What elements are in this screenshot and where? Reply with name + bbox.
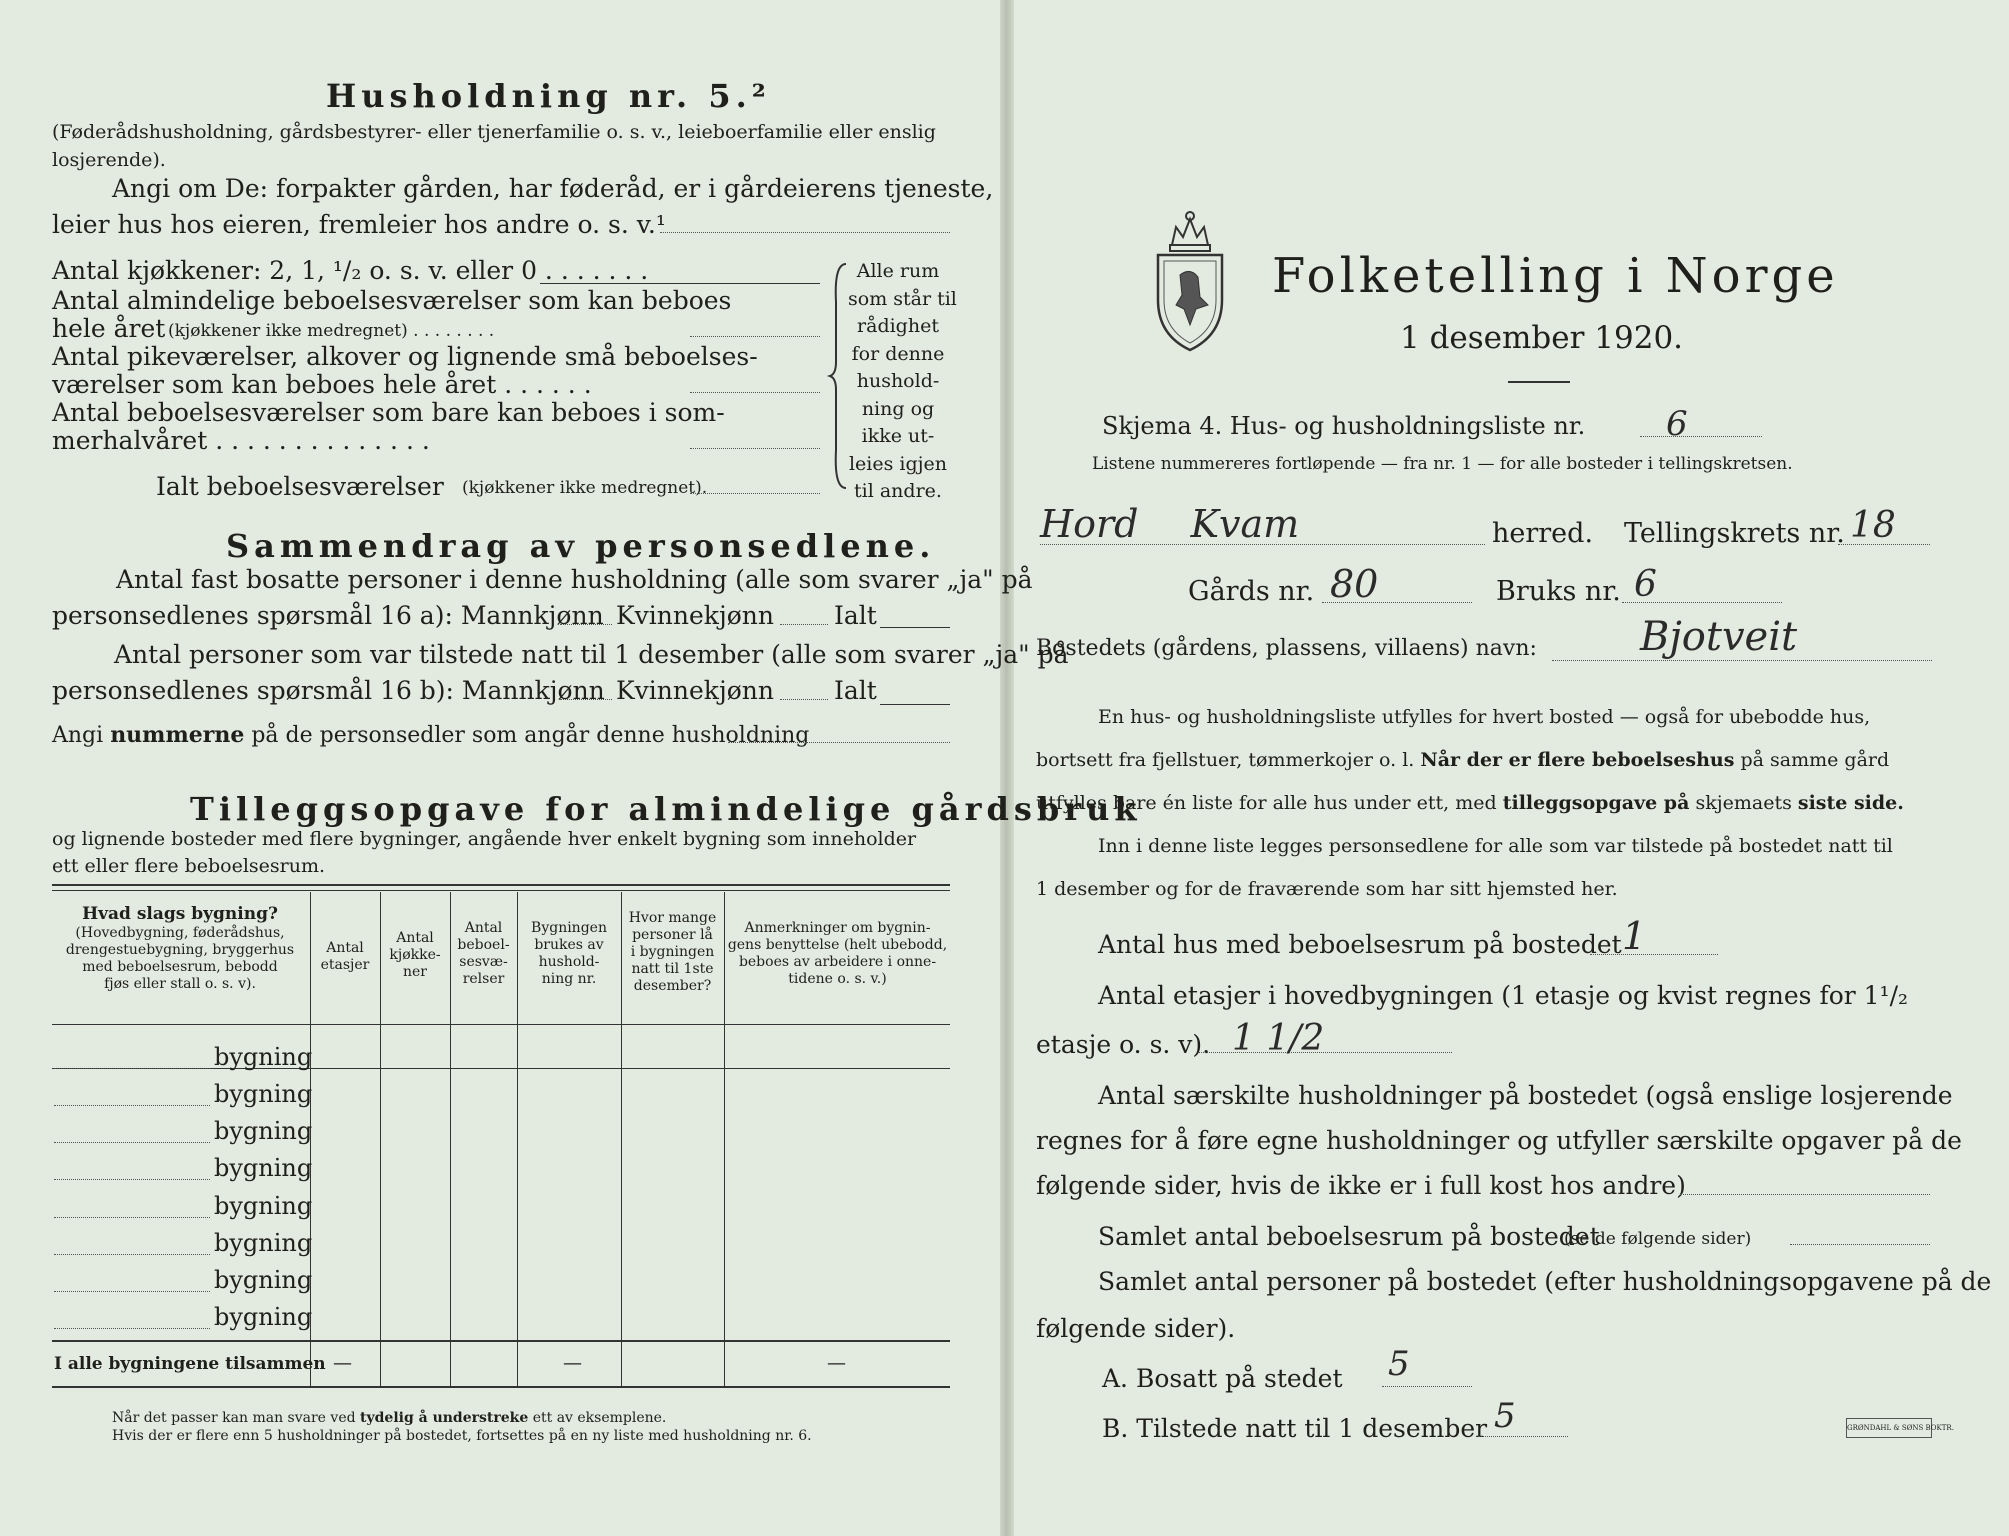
tilstede-value: 5 <box>1494 1396 1516 1436</box>
total-label: I alle bygningene tilsammen <box>54 1354 326 1374</box>
th-line: fjøs eller stall o. s. v). <box>104 976 256 992</box>
tilstede-line[interactable] <box>1478 1436 1568 1437</box>
th-line: kjøkke- <box>389 947 441 963</box>
th-line: Anmerkninger om bygnin- <box>744 920 931 936</box>
footnote-1b: tydelig å understreke <box>360 1410 529 1426</box>
table-bottom-rule <box>52 1386 950 1388</box>
footnote-1a: Når det passer kan man svare ved <box>112 1410 356 1426</box>
samlet-rum-note: (se de følgende sider) <box>1564 1229 1752 1249</box>
skjema-value: 6 <box>1666 404 1688 444</box>
th-line: etasjer <box>320 957 370 973</box>
etasjer-value: 1 1/2 <box>1232 1018 1325 1059</box>
para1-3c: skjemaets <box>1695 792 1792 814</box>
table-row-line[interactable] <box>54 1142 210 1143</box>
nummerne-line <box>52 722 809 748</box>
pike-line-2: værelser som kan beboes hele året . . . . . . <box>52 370 592 399</box>
para1-line2 <box>1036 749 1889 771</box>
fast-ialt-line[interactable] <box>880 627 950 628</box>
alm-line-1: Antal almindelige beboelsesværelser som kan beboes <box>52 286 732 315</box>
bosted-line[interactable] <box>1552 660 1932 661</box>
th-line: ner <box>403 964 427 980</box>
household-intro: (Føderådshusholdning, gårdsbestyrer- eller tjenerfamilie o. s. v., leieboerfamilie eller enslig losjerende). <box>52 121 936 171</box>
tellingskrets-value: 18 <box>1850 505 1896 546</box>
th-line: Antal <box>326 940 364 956</box>
bosted-label: Bostedets (gårdens, plassens, villaens) navn: <box>1036 636 1537 661</box>
alm-line-2-note: (kjøkkener ikke medregnet) . . . . . . . . <box>168 321 495 341</box>
para1-3d: siste side. <box>1797 792 1904 814</box>
th-line: desember? <box>633 978 712 994</box>
angi-line-2: leier hus hos eieren, fremleier hos andre o. s. v.¹ <box>52 210 666 239</box>
th-line: beboel- <box>457 937 510 953</box>
th-line: tidene o. s. v.) <box>788 971 887 987</box>
th-line: Antal <box>396 930 434 946</box>
table-row-line[interactable] <box>54 1105 210 1106</box>
nummerne-c: på de personsedler som angår denne husholdning <box>251 723 810 748</box>
th-line: sesvæ- <box>459 954 508 970</box>
skjema-line[interactable] <box>1640 436 1762 437</box>
listene-note: Listene nummereres fortløpende — fra nr. 1 — for alle bosteder i tellingskretsen. <box>1092 454 1793 474</box>
table-row-label: bygning <box>214 1043 313 1071</box>
table-row-line[interactable] <box>54 1179 210 1180</box>
table-row-label: bygning <box>214 1266 313 1294</box>
para2-line1: Inn i denne liste legges personsedlene for alle som var tilstede på bostedet natt til <box>1098 835 1893 857</box>
sommer-line-1: Antal beboelsesværelser som bare kan beboes i som- <box>52 398 725 427</box>
alm-line-2: hele året <box>52 314 166 343</box>
samlet-personer-line-1: Samlet antal personer på bostedet (efter husholdningsopgavene på de <box>1098 1267 1992 1296</box>
th-line: (Hovedbygning, føderådshus, <box>75 925 285 941</box>
th-line: Hvad slags bygning? <box>82 904 278 924</box>
sammendrag-title: Sammendrag av personsedlene. <box>226 527 936 565</box>
table-row-label: bygning <box>214 1154 313 1182</box>
angi-answer-line[interactable] <box>660 232 950 233</box>
th-line: ning nr. <box>541 971 597 987</box>
table-row-line[interactable] <box>54 1254 210 1255</box>
angi-line-1: Angi om De: forpakter gården, har føderåd, er i gårdeierens tjeneste, <box>112 174 994 203</box>
table-row-label: bygning <box>214 1080 313 1108</box>
table-row-line[interactable] <box>54 1328 210 1329</box>
brace-note-line: ning og <box>861 397 935 420</box>
sarskilte-line-2: regnes for å føre egne husholdninger og utfyller særskilte opgaver på de <box>1036 1126 1962 1155</box>
page-fold <box>1000 0 1014 1536</box>
table-total-rule <box>52 1340 950 1342</box>
ialt-label: Ialt beboelsesværelser <box>156 472 444 501</box>
fast-kvinnekjonn-label: Kvinnekjønn <box>616 601 774 630</box>
brace-note <box>848 258 957 506</box>
th-line: Antal <box>464 920 503 936</box>
tilstede-line-1: Antal personer som var tilstede natt til 1 desember (alle som svarer „ja" på <box>114 640 1069 669</box>
para1-3b: tilleggsopgave på <box>1502 792 1690 814</box>
brace-note-line: hushold- <box>856 370 940 392</box>
th-etasjer <box>311 940 379 974</box>
th-line: i bygningen <box>630 944 715 960</box>
pike-line-1: Antal pikeværelser, alkover og lignende små beboelses- <box>52 342 758 371</box>
th-line: drengestuebygning, bryggerhus <box>65 942 295 958</box>
th-line: Hvor mange <box>628 910 717 926</box>
household-title: Husholdning nr. 5.² <box>326 77 771 115</box>
fast-ialt-label: Ialt <box>834 601 877 630</box>
brace-note-line: til andre. <box>854 480 942 502</box>
brace-note-line: rådighet <box>857 315 939 337</box>
title-rule <box>1508 381 1570 383</box>
norway-coat-of-arms-icon <box>1150 205 1230 355</box>
footnote-1c: ett av eksemplene. <box>532 1410 667 1426</box>
pike-answer-line[interactable] <box>690 392 820 393</box>
table-row-line[interactable] <box>54 1068 210 1069</box>
herred-line[interactable] <box>1040 544 1485 545</box>
th-line: hushold- <box>538 954 600 970</box>
etasjer-line-1: Antal etasjer i hovedbygningen (1 etasje og kvist regnes for 1¹/₂ <box>1098 981 1909 1010</box>
fast-mannkjonn-line[interactable] <box>560 624 612 625</box>
th-line: gens benyttelse (helt ubebodd, <box>727 937 948 953</box>
th-kjokkener <box>381 930 449 981</box>
samlet-personer-line-2: følgende sider). <box>1036 1314 1236 1343</box>
nummerne-answer-line[interactable] <box>728 742 950 743</box>
tilstede-mannkjonn-line[interactable] <box>560 699 612 700</box>
tilstede-kvinnekjonn-line[interactable] <box>780 699 828 700</box>
footnote-1 <box>112 1410 666 1426</box>
bosatt-label: A. Bosatt på stedet <box>1102 1364 1343 1393</box>
th-line: beboes av arbeidere i onne- <box>738 954 937 970</box>
table-row-label: bygning <box>214 1229 313 1257</box>
brace-note-line: ikke ut- <box>861 425 935 447</box>
brace-note-line: som står til <box>848 287 957 310</box>
th-line: Bygningen <box>531 920 607 936</box>
th-line: brukes av <box>534 937 604 953</box>
fast-line-1: Antal fast bosatte personer i denne husholdning (alle som svarer „ja" på <box>116 565 1033 594</box>
para1-line1: En hus- og husholdningsliste utfylles for hvert bosted — også for ubebodde hus, <box>1098 706 1871 728</box>
ialt-answer-line[interactable] <box>690 493 820 494</box>
th-personer <box>622 910 723 995</box>
ialt-note: (kjøkkener ikke medregnet). <box>462 478 708 498</box>
hus-label: Antal hus med beboelsesrum på bostedet <box>1098 930 1622 959</box>
brace-note-line: Alle rum <box>856 260 940 282</box>
printer-stamp: GRØNDAHL & SØNS BOKTR. <box>1846 1418 1932 1438</box>
sarskilte-line[interactable] <box>1680 1194 1930 1195</box>
gards-label: Gårds nr. <box>1188 576 1315 607</box>
nummerne-b: nummerne <box>110 722 245 748</box>
form-title: Folketelling i Norge <box>1272 248 1839 304</box>
samlet-rum-line[interactable] <box>1790 1244 1930 1245</box>
para1-2c: på samme gård <box>1740 749 1890 771</box>
table-row-label: bygning <box>214 1303 313 1331</box>
tilleggsopgave-title: Tilleggsopgave for almindelige gårdsbruk <box>190 790 1142 828</box>
sommer-answer-line[interactable] <box>690 448 820 449</box>
bruks-value: 6 <box>1634 564 1657 605</box>
footnote-2: Hvis der er flere enn 5 husholdninger på bostedet, fortsettes på en ny liste med husholdning nr. 6. <box>112 1428 812 1444</box>
para1-line3 <box>1036 792 1904 814</box>
bruks-label: Bruks nr. <box>1496 576 1621 607</box>
alm-answer-line[interactable] <box>690 336 820 337</box>
th-beboelsesvarelser <box>451 920 516 988</box>
total-dash: — <box>333 1352 352 1374</box>
sarskilte-line-3: følgende sider, hvis de ikke er i full kost hos andre) <box>1036 1171 1686 1200</box>
samlet-rum-label: Samlet antal beboelsesrum på bostedet <box>1098 1222 1600 1251</box>
gards-value: 80 <box>1330 562 1379 606</box>
tillegg-line-2: ett eller flere beboelsesrum. <box>52 855 326 877</box>
skjema-label: Skjema 4. Hus- og husholdningsliste nr. <box>1102 412 1586 440</box>
table-row-line[interactable] <box>54 1291 210 1292</box>
kjokkener-label: Antal kjøkkener: 2, 1, ¹/₂ o. s. v. eller 0 . . . . . . . <box>52 256 649 285</box>
table-top-rule-2 <box>52 890 950 891</box>
th-line: natt til 1ste <box>631 961 714 977</box>
table-row-line[interactable] <box>54 1217 210 1218</box>
fast-mannkjonn-label: personsedlenes spørsmål 16 a): Mannkjønn <box>52 601 604 630</box>
th-line: personer lå <box>632 927 713 943</box>
tilstede-ialt-line[interactable] <box>880 704 950 705</box>
para1-3a: utfylles bare én liste for alle hus under ett, med <box>1036 792 1497 814</box>
tilstede-ialt-label: Ialt <box>834 676 877 705</box>
hus-line[interactable] <box>1590 954 1718 955</box>
bosatt-value: 5 <box>1388 1344 1410 1384</box>
nummerne-a: Angi <box>52 723 104 748</box>
table-row-label: bygning <box>214 1192 313 1220</box>
total-dash: — <box>563 1352 582 1374</box>
brace-note-line: for denne <box>851 342 945 365</box>
th-husholdning <box>518 920 620 988</box>
sarskilte-line-1: Antal særskilte husholdninger på bostedet (også enslige losjerende <box>1098 1081 1953 1110</box>
bosted-value: Bjotveit <box>1640 614 1798 660</box>
table-top-rule <box>52 884 950 886</box>
brace-note-line: leies igjen <box>848 452 948 475</box>
th-anmerkninger <box>725 920 950 988</box>
total-dash: — <box>827 1352 846 1374</box>
bosatt-line[interactable] <box>1382 1386 1472 1387</box>
tilstede-mannkjonn-label: personsedlenes spørsmål 16 b): Mannkjønn <box>52 676 605 705</box>
para2-line2: 1 desember og for de fraværende som har sitt hjemsted her. <box>1036 878 1618 900</box>
table-header-rule <box>52 1024 950 1025</box>
tilstede-label: B. Tilstede natt til 1 desember <box>1102 1414 1488 1443</box>
tellingskrets-label: Tellingskrets nr. <box>1624 518 1845 549</box>
fast-kvinnekjonn-line[interactable] <box>780 624 828 625</box>
hus-value: 1 <box>1622 914 1647 958</box>
herred-value: Hord Kvam <box>1040 502 1300 546</box>
th-type <box>52 903 308 993</box>
para1-2b: Når der er flere beboelseshus <box>1420 749 1735 771</box>
th-line: relser <box>462 971 505 987</box>
tilstede-kvinnekjonn-label: Kvinnekjønn <box>616 676 774 705</box>
sommer-line-2: merhalvåret . . . . . . . . . . . . . . <box>52 426 430 455</box>
etasjer-line-2: etasje o. s. v). <box>1036 1030 1211 1059</box>
kjokkener-answer-line[interactable] <box>540 283 820 284</box>
herred-label: herred. <box>1492 518 1594 549</box>
form-date: 1 desember 1920. <box>1400 320 1684 356</box>
para1-2a: bortsett fra fjellstuer, tømmerkojer o. l. <box>1036 749 1415 771</box>
th-line: med beboelsesrum, bebodd <box>82 959 278 975</box>
table-row-label: bygning <box>214 1117 313 1145</box>
tillegg-line-1: og lignende bosteder med flere bygninger, angående hver enkelt bygning som inneholder <box>52 828 917 850</box>
